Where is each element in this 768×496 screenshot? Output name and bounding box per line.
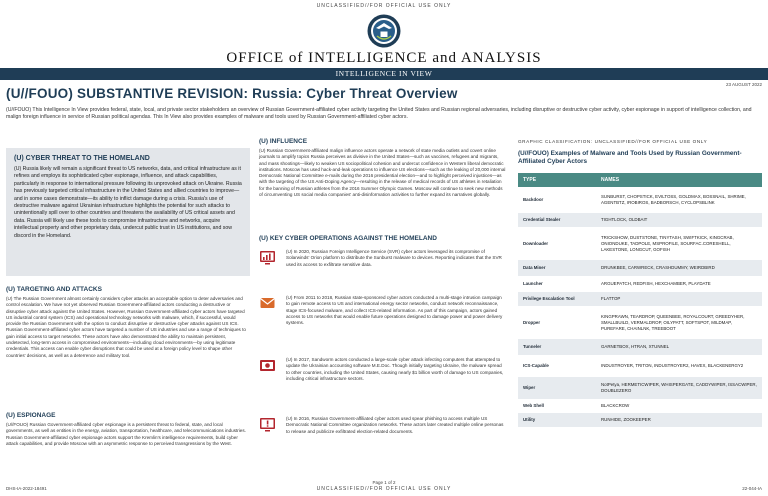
malware-names: INDUSTROYER, TRITON, INDUSTROYER2, HAVEX, BLACKENERGY2 <box>601 363 744 368</box>
malware-type: Dropper <box>523 319 541 325</box>
network-chart-icon <box>259 249 276 266</box>
table-row <box>518 187 762 213</box>
dhs-seal-icon <box>367 14 401 48</box>
intro-paragraph: (U//FOUO) This Intelligence In View provides federal, state, local, and private sector stakeholders an overview of Russian Government-affiliated cyber activity targeting the United States and Russian regional adversaries, including disruptive or destructive cyber activity, cyber espionage in support of intelligence collection, and malign foreign influence in service of Russian political agendas. This In View also provides examples of malware and tools used by Russian Government-affiliated cyber actors. <box>6 107 752 120</box>
malware-table <box>518 173 762 427</box>
product-number: 22-044-IA <box>742 486 762 491</box>
office-title: OFFICE of INTELLIGENCE and ANALYSIS <box>226 50 542 66</box>
document-title: (U//FOUO) SUBSTANTIVE REVISION: Russia: Cyber Threat Overview <box>6 86 458 101</box>
malware-names: GARNETBOX, HTRAN, XTUNNEL <box>596 339 762 355</box>
money-icon <box>259 357 276 374</box>
graphic-classification: GRAPHIC CLASSIFICATION: UNCLASSIFIED//FOR OFFICIAL USE ONLY <box>518 139 708 144</box>
malware-type: Web Shell <box>523 403 544 408</box>
table-header-row <box>518 173 762 187</box>
table-row <box>518 413 762 427</box>
key-op-text: (U) In 2016, Russian Government-affiliated cyber actors used spear phishing to access multiple US Democratic National Committee organization networks. These actors later created multiple online personas to release and publicize exfiltrated election-related documents. <box>286 416 504 434</box>
influence-section <box>259 138 506 198</box>
table-row <box>518 227 762 260</box>
targeting-heading: (U) TARGETING AND ATTACKS <box>6 286 102 293</box>
malware-names: FLATTOP <box>596 292 762 306</box>
malware-table-title: (U//FOUO) Examples of Malware and Tools Used by Russian Government-Affiliated Cyber Actors <box>518 150 742 165</box>
malware-type: Credential Stealer <box>518 213 596 227</box>
table-row <box>518 276 762 292</box>
cyber-threat-panel <box>6 148 250 276</box>
cyber-threat-heading: (U) CYBER THREAT TO THE HOMELAND <box>14 155 150 162</box>
key-ops-heading: (U) KEY CYBER OPERATIONS AGAINST THE HOMELAND <box>259 235 437 242</box>
malware-names: DRUNKBEE, CARWRECK, CRASHDUMMY, WEIRDBIRD <box>596 260 762 276</box>
table-row <box>518 292 762 306</box>
malware-names: TIGHTLOCK, OLDBAIT <box>596 213 762 227</box>
malware-type: Downloader <box>523 240 549 246</box>
malware-names: TRICKSHOW, DUSTSTONE, TINYTASH, SWIFTKICK, KINGCRAB, ONIONDUKE, TADPOLE, MSPROFILE, SOURFAC.CORESHELL, LAKESTONE, LONGCUT, GOFISH <box>601 234 734 252</box>
malware-type: Wiper <box>518 377 596 399</box>
key-op-text: (U) From 2011 to 2018, Russian state-sponsored cyber actors conducted a multi-stage intrusion campaign to gain remote access to US and international energy sector networks, conduct network reconnaissance, stage ICS-focused malware, and collect ICS-related information. As part of this campaign, actors gained access to US networks that would enable future operations designed to damage power and power delivery systems. <box>286 295 503 326</box>
key-op-text: (U) In 2020, Russian Foreign Intelligence Service (SVR) cyber actors leveraged its compromise of Solarwinds' Orion platform to distribute the Sunburst malware to devices. Reporting indicates that the SVR used its access to exfiltrate sensitive data. <box>286 249 502 267</box>
targeting-body: (U) The Russian Government almost certainly considers cyber attacks an acceptable option to deter adversaries and control escalation. We have not yet observed Russian Government-affiliated actors conducting a destructive or disruptive cyber attack against the United States. However, Russian Government-affiliated cyber actors have targeted US industrial control system (ICS) and operational technology networks with malware, which, if successful, would provide the Russian Government with the option to conduct disruptive or destructive cyber attacks against US ICS. Russian Government-affiliated cyber actors have targeted a number of US industries and use a range of techniques to gain initial access to target networks. These actors have also demonstrated the ability to maintain persistent, undetected, long-term access in compromised environments—including cloud environments—by using legitimate credentials. This access can enable cyber disruptions that could be used at a foreign policy level to shape other countries' decisions, as well as a deterrence and military tool. <box>6 296 246 358</box>
page-number: Page 1 of 2 <box>372 480 396 485</box>
table-row <box>518 213 762 227</box>
malware-type: Backdoor <box>523 197 544 202</box>
malware-names: BLACKCROW <box>601 403 630 408</box>
malware-type: Privilege Escalation Tool <box>518 292 596 306</box>
column-header-names: NAMES <box>596 173 762 187</box>
alert-shield-icon <box>259 416 276 433</box>
cyber-threat-body: (U) Russia likely will remain a significant threat to US networks, data, and critical infrastructure as it refines and employs its sophisticated cyber espionage, influence, and attack capabilities, particularly in response to international pressure following its unprovoked attack on Ukraine. Russia has previously targeted critical infrastructure in the United States and allied countries to improve—and in some cases demonstrate—its ability to inflict damage during a crisis. Russia's use of destructive malware against Ukrainian infrastructure highlights the potential for such attacks to unintentionally spill over to other countries and threatens the availability of US critical assets and data. Russia will likely use these tools to compromise infrastructure and networks, acquire intellectual property and other proprietary data, undercut public trust in US institutions, and sow discord in the Homeland. <box>14 166 242 239</box>
malware-names: ARGUEPATCH, REDFISH, HEXCHAMBER, PLAYDATE <box>601 281 711 286</box>
espionage-heading: (U) ESPIONAGE <box>6 412 56 419</box>
malware-type: ICS-Capable <box>523 363 549 368</box>
table-row <box>518 339 762 355</box>
table-row <box>518 377 762 399</box>
table-row <box>518 306 762 339</box>
email-icon <box>259 295 276 312</box>
malware-type: Launcher <box>523 281 543 286</box>
publication-date: 23 AUGUST 2022 <box>726 82 762 87</box>
targeting-section <box>6 286 250 359</box>
malware-names: RUNHIDE, ZOOKEEPER <box>596 413 762 427</box>
malware-type: Tunneler <box>518 339 596 355</box>
classification-marking-bottom: UNCLASSIFIED//FOR OFFICIAL USE ONLY <box>316 486 452 492</box>
malware-type: Data Miner <box>518 260 596 276</box>
column-header-type: TYPE <box>518 173 596 187</box>
table-row <box>518 399 762 413</box>
influence-heading: (U) INFLUENCE <box>259 138 308 145</box>
espionage-section <box>6 412 250 447</box>
malware-type: Utility <box>518 413 596 427</box>
table-row <box>518 260 762 276</box>
malware-names: NotPetya, HERMETICWIPER, WHISPERGATE, CADDYWIPER, ISSACWIPER, DOUBLEZERO <box>596 377 762 399</box>
influence-body: (U) Russian Government-affiliated malign influence actors operate a network of state media outlets and covert online journals to amplify topics Russia perceives as divisive in the United States—such as vaccines, refugees and migrants, and mass shootings—likely to weaken US sociopolitical cohesion and undercut confidence in Western liberal democratic institutions. Moscow has used hack-and-leak operations to influence US elections—such as the leaking of 20,000 internal Democratic National Committee e-mails during the 2016 presidential election—and to highlight perceived injustices—as with the targeting of the US Anti-Doping Agency—resulting in the release of medical records of US athletes in retaliation for the banning of Russian athletes from the 2016 Summer Olympic Games. Moscow will continue to seek new methods of circumventing US social media companies' anti-disinformation activities to further expand its narratives globally. <box>259 148 506 198</box>
key-op-text: (U) In 2017, Sandworm actors conducted a large-scale cyber attack infecting computers that attempted to update the Ukrainian accounting software M.E.Doc. Though initially targeting Ukraine, the malware spread to other countries, including the United States, causing nearly $1 billion worth of damage to US companies, including critical infrastructure sectors. <box>286 357 504 381</box>
espionage-body: (U//FOUO) Russian Government-affiliated cyber espionage is a persistent threat to federal, state, and local governments, as well as entities in the energy, aviation, transportation, healthcare, and telecommunications industries. Russian Government-affiliated cyber espionage actors support the Kremlin's intelligence requirements, build cyber attack capabilities, and provide Moscow with an asymmetric response to perceived transgressions by the West. <box>6 422 246 446</box>
malware-names: SUNBURST, CHOPSTICK, EVILTOSS, GOLDMAX, BOSSNAIL, SHRIME, AGENTBTZ, IROBIROS, BADBORSCH, CYCLOPSBLINK <box>601 194 746 205</box>
table-row <box>518 355 762 377</box>
malware-names: KINGPRAWN, TEARDROP, QUEENBEE, ROYALCOURT, GREEDYHER, SMALLBUILD, VERMALDROP, OILYPATT, SOFTSPOT, MILDMAP, PUREFARE, CHAINLNK, TREEBOOT <box>601 313 745 331</box>
publication-band: INTELLIGENCE IN VIEW <box>0 68 768 80</box>
document-number: DHS-IA-2022-18491 <box>6 486 47 491</box>
classification-marking-top: UNCLASSIFIED//FOR OFFICIAL USE ONLY <box>316 3 452 9</box>
